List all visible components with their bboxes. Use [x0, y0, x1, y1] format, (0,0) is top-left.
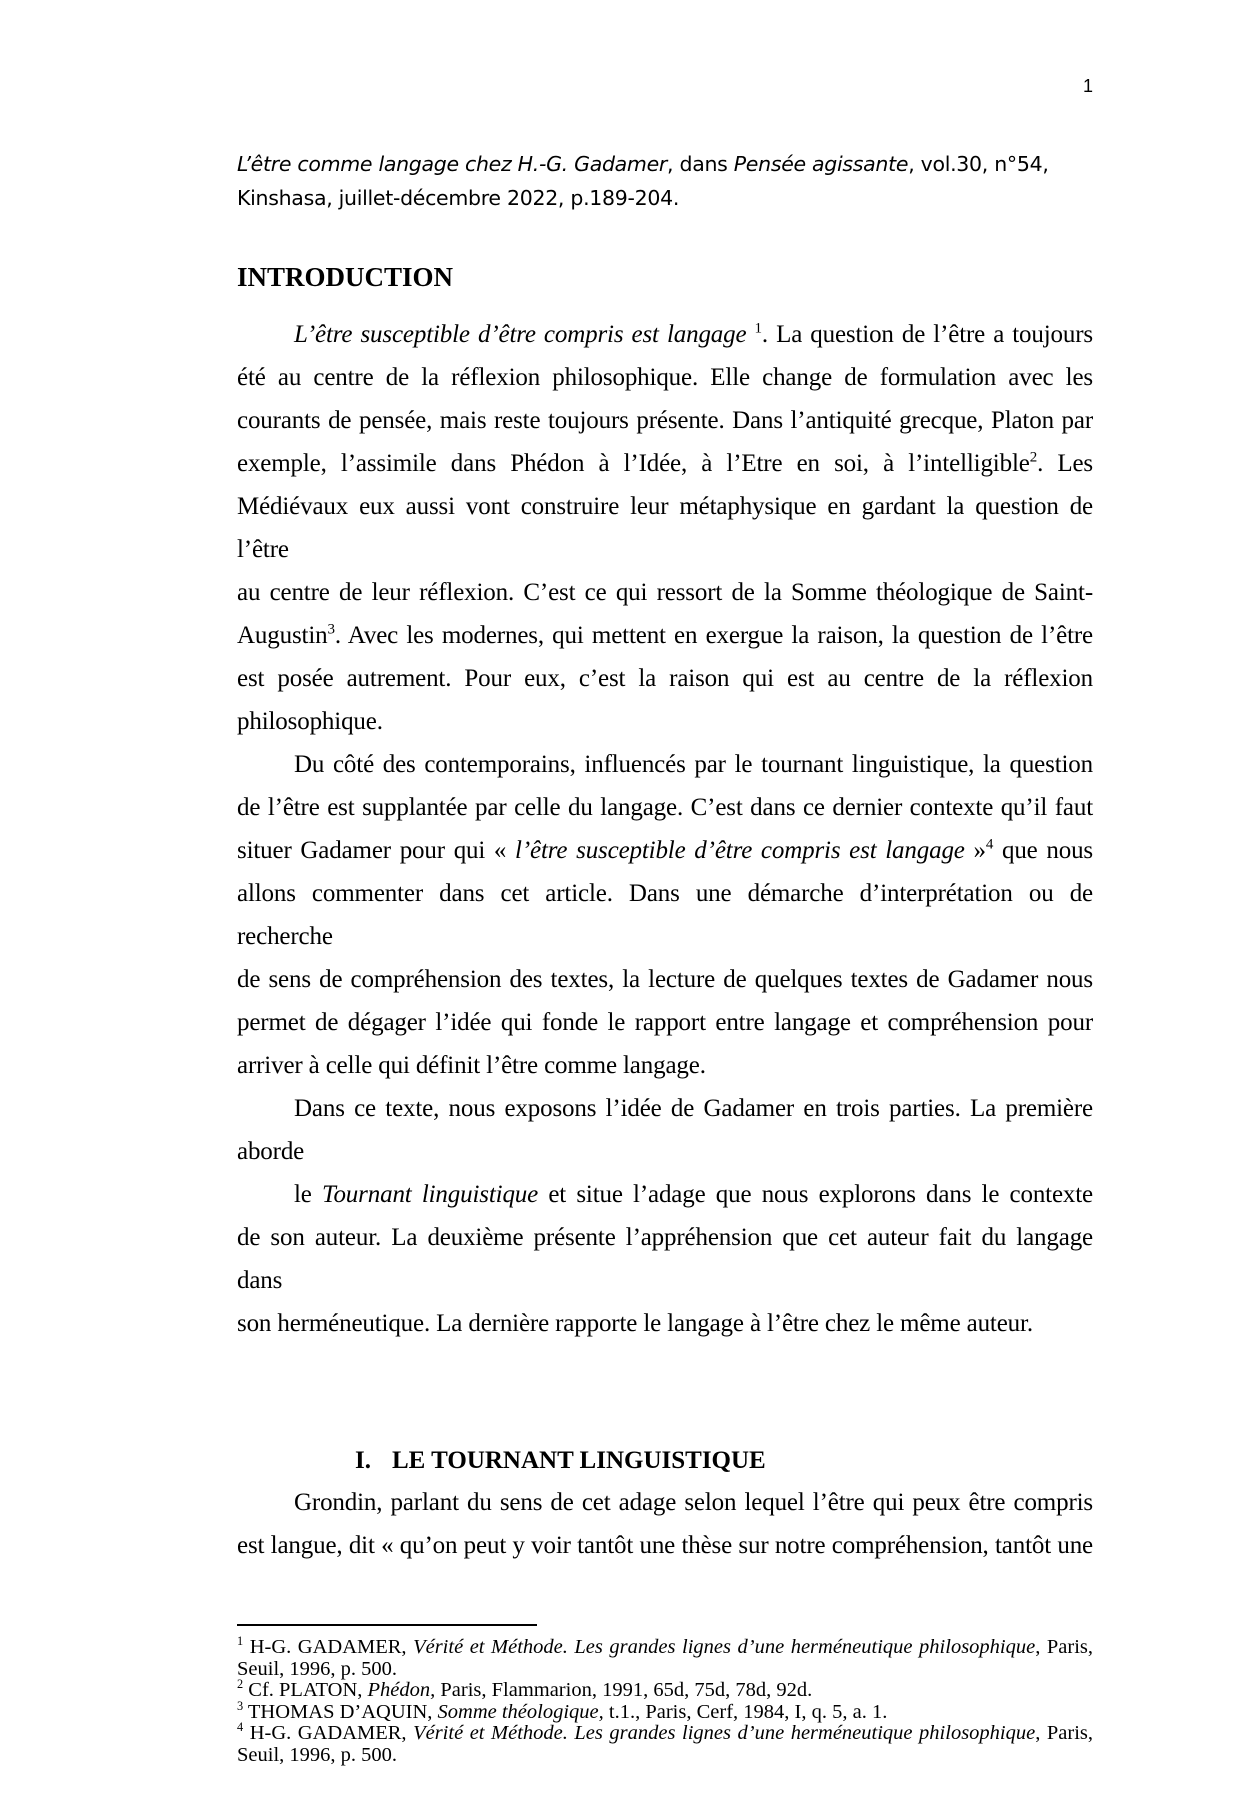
text-run: est posée autrement. Pour eux, c’est la raison qui est au centre de la réflexion — [237, 665, 1093, 692]
text-line — [237, 1302, 1093, 1345]
footnote-reference[interactable]: 1 — [237, 1634, 244, 1649]
text-line — [237, 1087, 1093, 1130]
text-run: Grondin, parlant du sens de cet adage selon lequel l’être qui peux être compris — [294, 1489, 1093, 1516]
text-run: Phédon, — [367, 1679, 436, 1701]
footnote-reference[interactable]: 3 — [237, 1698, 244, 1713]
text-line — [237, 786, 1093, 829]
text-line — [237, 872, 1093, 958]
section-title: LE TOURNANT LINGUISTIQUE — [392, 1447, 766, 1474]
section-heading-1 — [355, 1440, 1093, 1481]
text-run: Cf. PLATON, — [243, 1679, 368, 1701]
text-run: . La question de l’être a toujours — [761, 321, 1093, 348]
text-run: . Avec les modernes, qui mettent en exergue la raison, la question de l’être — [334, 622, 1093, 649]
text-run: , Paris, Seuil, 1996, p. 500. — [237, 1722, 1093, 1766]
text-line — [237, 1173, 1093, 1216]
text-run: de l’être est supplantée par celle du langage. C’est dans ce dernier contexte qu’il faut — [237, 794, 1093, 821]
citation-text: , dans — [667, 152, 734, 176]
text-run: » — [964, 837, 986, 864]
paragraph — [237, 1173, 1093, 1345]
text-line — [237, 1481, 1093, 1524]
text-run: , Paris, Seuil, 1996, p. 500. — [237, 1636, 1093, 1680]
text-line — [237, 571, 1093, 614]
footnote — [237, 1634, 1093, 1680]
footnote-reference[interactable]: 2 — [237, 1677, 244, 1692]
text-run: Somme théologique, — [437, 1700, 604, 1723]
text-run: L’être susceptible d’être compris est langage — [294, 321, 755, 348]
text-run: courants de pensée, mais reste toujours présente. Dans l’antiquité grecque, Platon par — [237, 407, 1093, 434]
section-heading-introduction: INTRODUCTION — [237, 262, 454, 292]
text-run: THOMAS D’AQUIN, — [243, 1700, 438, 1723]
citation-header — [237, 147, 1107, 215]
text-run: de son auteur. La deuxième présente l’appréhension que cet auteur fait du langage dans — [237, 1224, 1093, 1294]
text-line — [237, 657, 1093, 700]
journal-name: Pensée agissante — [733, 152, 909, 176]
footnote-reference[interactable]: 4 — [985, 836, 994, 853]
text-run: que nous — [993, 837, 1093, 864]
text-line — [237, 614, 1093, 657]
footnote-reference[interactable]: 4 — [237, 1720, 244, 1735]
text-line — [237, 313, 1093, 356]
paragraph — [237, 1481, 1093, 1567]
text-line — [237, 1130, 1093, 1173]
text-run: au centre de leur réflexion. C’est ce qui ressort de la Somme théologique de Saint- — [237, 579, 1093, 606]
text-run: aborde — [237, 1138, 305, 1165]
text-run: . Les — [1037, 450, 1093, 477]
text-line — [237, 829, 1093, 872]
text-line — [237, 743, 1093, 786]
text-run: été au centre de la réflexion philosophique. Elle change de formulation avec les — [237, 364, 1093, 391]
text-run: Augustin — [237, 622, 328, 649]
text-line — [237, 399, 1093, 442]
text-run: H-G. GADAMER, — [243, 1722, 414, 1744]
footnote — [237, 1698, 1093, 1724]
text-run: H-G. GADAMER, — [243, 1636, 414, 1658]
text-run: Médiévaux eux aussi vont construire leur métaphysique en gardant la question de l’être — [237, 493, 1093, 563]
section-number: I. — [355, 1447, 371, 1474]
introduction-body — [237, 313, 1093, 1345]
text-run: t.1., Paris, Cerf, 1984, I, q. 5, a. 1. — [603, 1700, 888, 1723]
text-run: le — [294, 1181, 322, 1208]
paragraph — [237, 313, 1093, 743]
footnotes — [237, 1634, 1093, 1766]
text-run: Paris, Flammarion, 1991, 65d, 75d, 78d, 92d. — [435, 1679, 813, 1701]
text-line — [237, 1001, 1093, 1044]
text-run: son herméneutique. La dernière rapporte le langage à l’être chez le même auteur. — [237, 1310, 1033, 1337]
text-run: est langue, dit « qu’on peut y voir tantôt une thèse sur notre compréhension, tantôt une — [237, 1532, 1093, 1559]
text-line — [237, 1044, 1093, 1087]
footnote-separator — [237, 1624, 537, 1626]
text-run: Vérité et Méthode. Les grandes lignes d’une herméneutique philosophique — [413, 1722, 1036, 1744]
text-line — [237, 485, 1093, 571]
text-run: Vérité et Méthode. Les grandes lignes d’une herméneutique philosophique — [413, 1636, 1036, 1658]
text-run: permet de dégager l’idée qui fonde le rapport entre langage et compréhension pour — [237, 1009, 1093, 1036]
article-title: L’être comme langage chez H.-G. Gadamer — [237, 152, 668, 176]
text-line — [237, 958, 1093, 1001]
text-run: Du côté des contemporains, influencés par le tournant linguistique, la question — [294, 751, 1093, 778]
text-line — [237, 1216, 1093, 1302]
text-line — [237, 356, 1093, 399]
citation-text: Kinshasa, juillet-décembre 2022, p.189-204. — [237, 186, 680, 210]
footnote-reference[interactable]: 3 — [327, 621, 335, 638]
footnote-reference[interactable]: 1 — [754, 320, 762, 337]
text-line — [237, 442, 1093, 485]
text-run: de sens de compréhension des textes, la lecture de quelques textes de Gadamer nous — [237, 966, 1093, 993]
page-content — [237, 147, 1093, 1806]
text-line — [237, 700, 1093, 743]
page-number: 1 — [1082, 76, 1093, 96]
text-run: situer Gadamer pour qui « — [237, 837, 516, 864]
text-run: allons commenter dans cet article. Dans une démarche d’interprétation ou de recherche — [237, 880, 1093, 950]
text-run: Tournant linguistique — [322, 1181, 539, 1208]
text-run: philosophique. — [237, 708, 383, 735]
footnote-reference[interactable]: 2 — [1029, 449, 1038, 466]
paragraph — [237, 1087, 1093, 1173]
text-run: Dans ce texte, nous exposons l’idée de Gadamer en trois parties. La première — [294, 1095, 1093, 1122]
paragraph — [237, 743, 1093, 1087]
footnote — [237, 1720, 1093, 1766]
text-run: l’être susceptible d’être compris est langage — [515, 837, 965, 864]
section-1-body — [237, 1481, 1093, 1567]
text-run: exemple, l’assimile dans Phédon à l’Idée, à l’Etre en soi, à l’intelligible — [237, 450, 1030, 477]
citation-text: , vol.30, n°54, — [908, 152, 1049, 176]
text-run: arriver à celle qui définit l’être comme langage. — [237, 1052, 706, 1079]
text-line — [237, 1524, 1093, 1567]
footnote — [237, 1677, 1093, 1702]
text-run: et situe l’adage que nous explorons dans le contexte — [538, 1181, 1093, 1208]
